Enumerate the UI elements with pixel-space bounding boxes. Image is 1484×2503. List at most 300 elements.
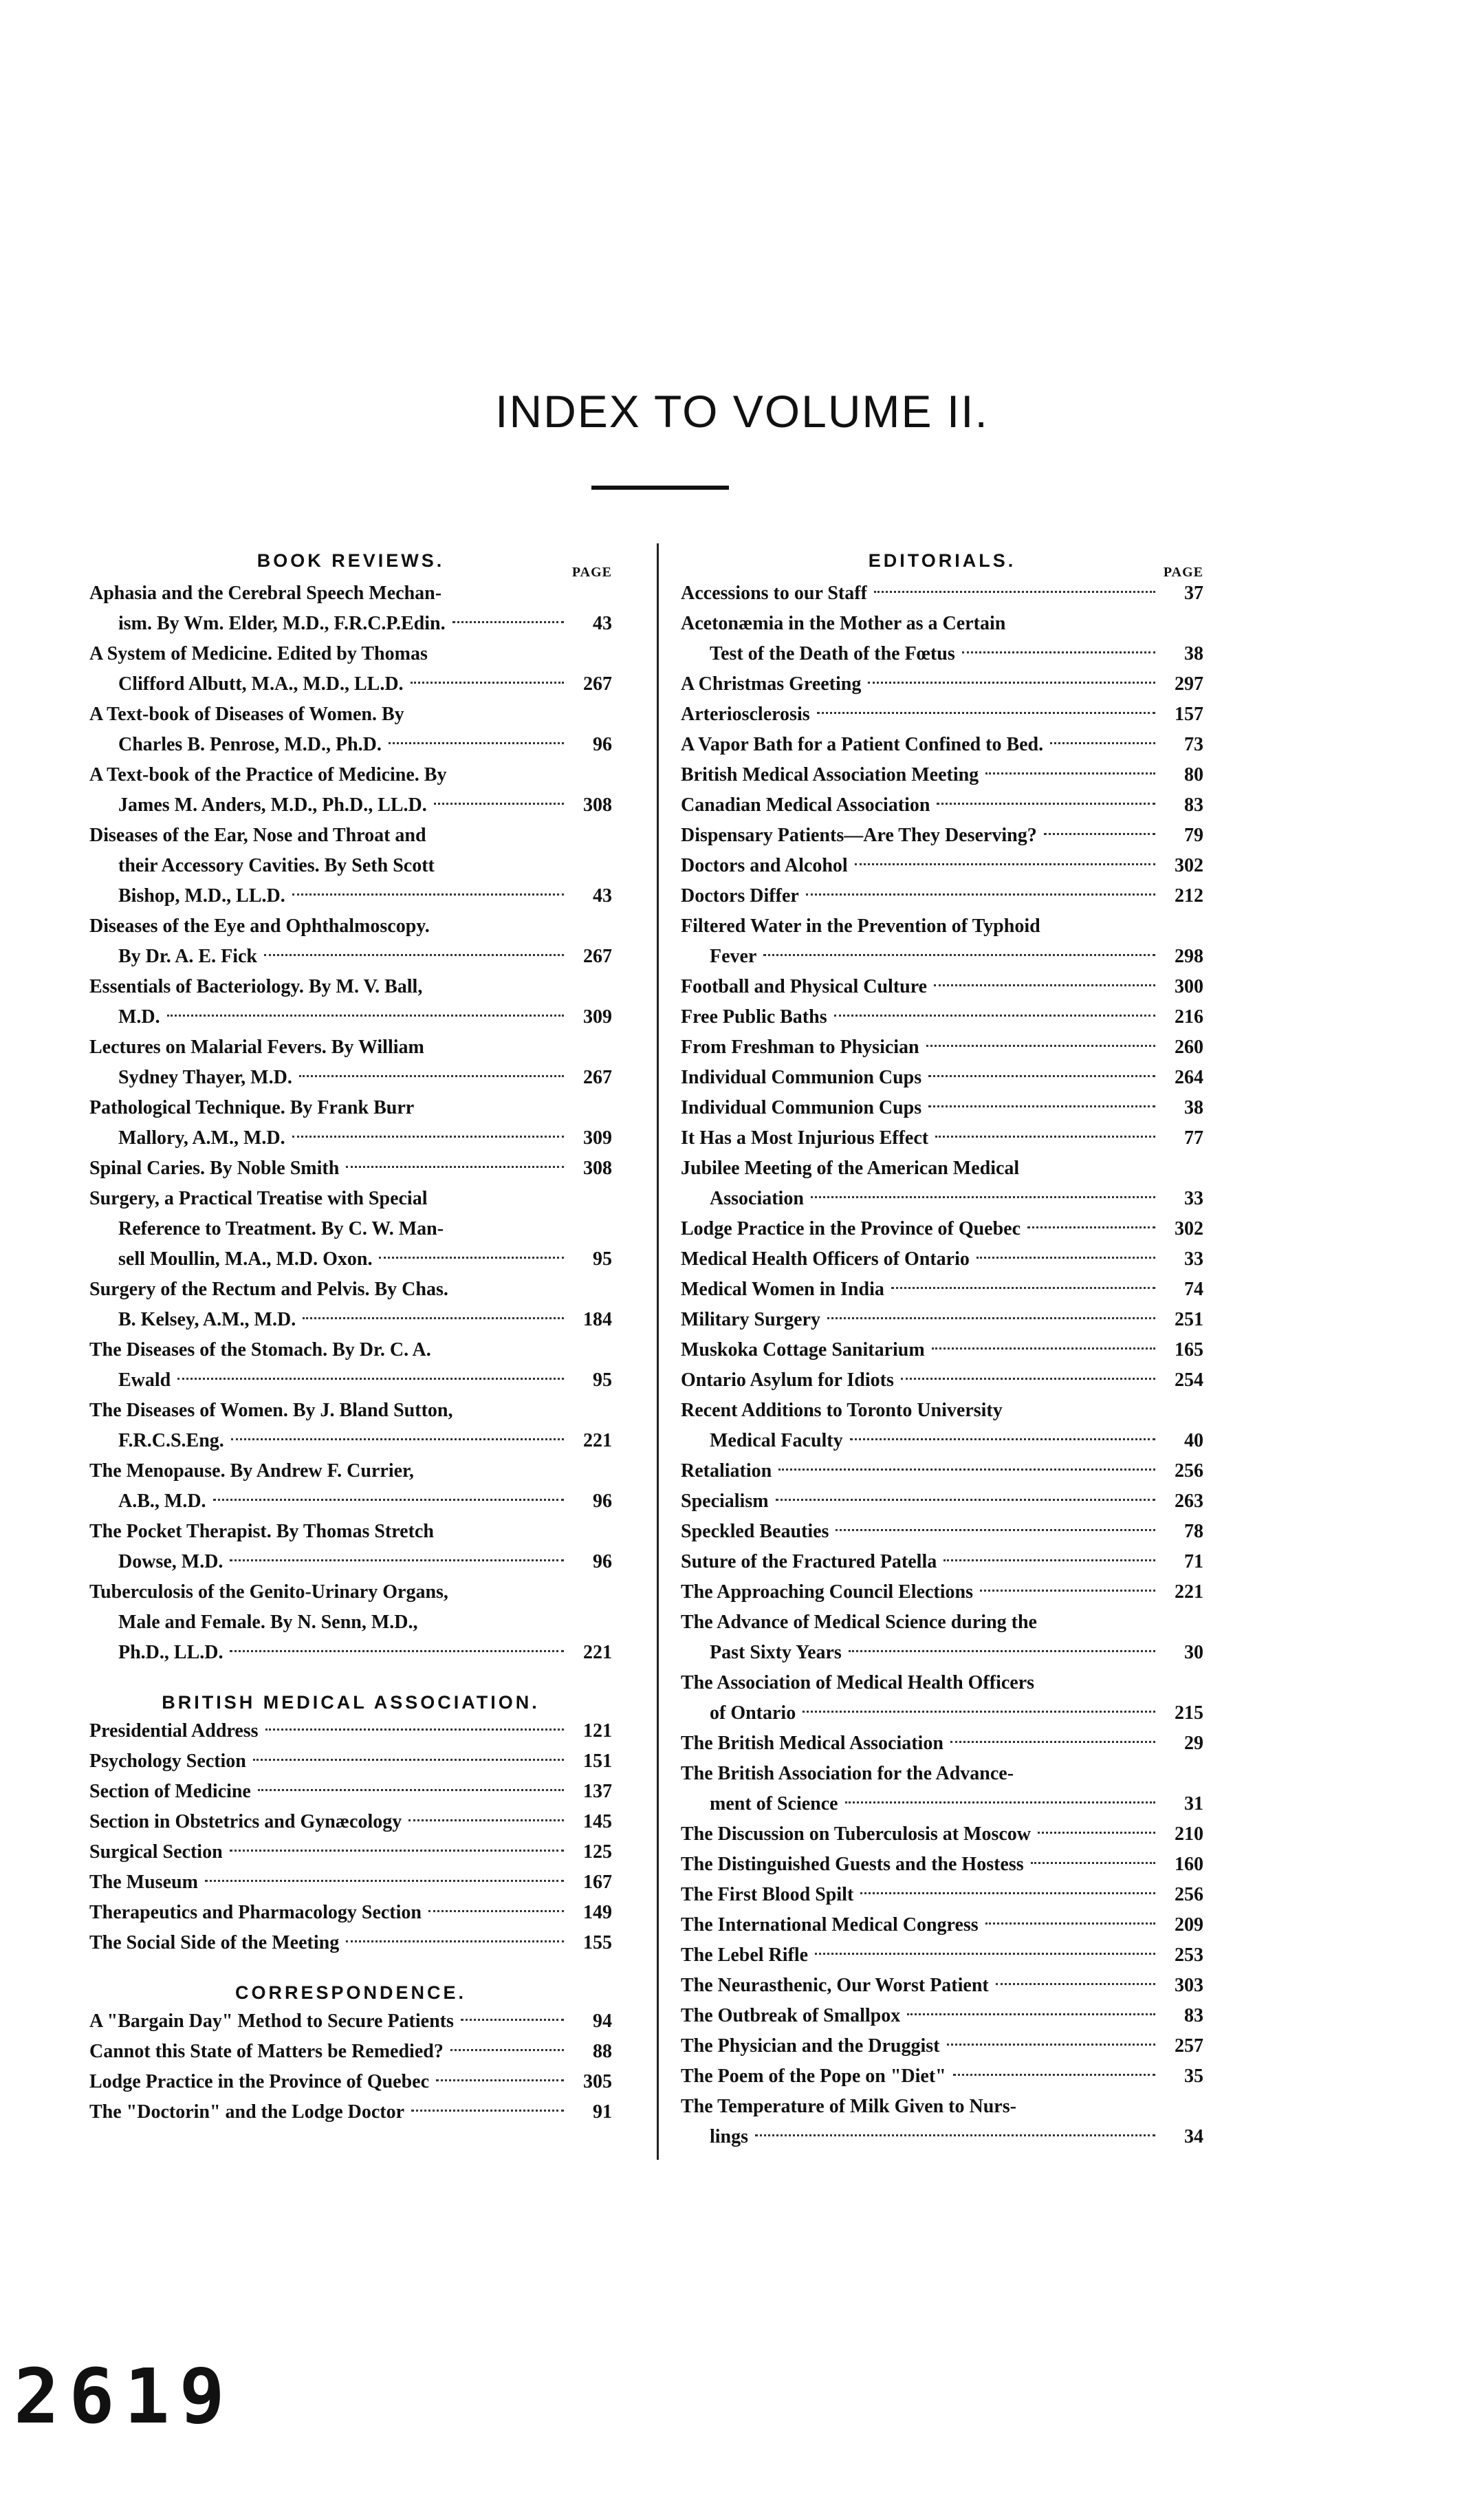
dot-leader	[177, 1378, 564, 1380]
dot-leader	[763, 954, 1155, 956]
entry-title-line: The "Doctorin" and the Lodge Doctor	[89, 2101, 405, 2123]
entry-title-line: Accessions to our Staff	[681, 583, 867, 604]
entry-title-line: The Poem of the Pope on "Diet"	[681, 2066, 946, 2087]
entry-page-number: 73	[1184, 734, 1203, 755]
index-entry	[89, 1456, 612, 1517]
entry-title-line: The Menopause. By Andrew F. Currier,	[89, 1460, 414, 1482]
dot-leader	[450, 2049, 564, 2051]
entry-title-line: The Diseases of Women. By J. Bland Sutton,	[89, 1400, 453, 1421]
index-entry	[681, 700, 1203, 730]
entry-title-line: The Outbreak of Smallpox	[681, 2005, 901, 2026]
entry-title-line: Free Public Baths	[681, 1006, 827, 1028]
dot-leader	[849, 1650, 1155, 1652]
entry-title-line: A "Bargain Day" Method to Secure Patients	[89, 2011, 454, 2032]
dot-leader	[943, 1559, 1155, 1561]
entry-page-number: 71	[1184, 1551, 1203, 1572]
dot-leader	[803, 1711, 1155, 1713]
entry-title-line: Tuberculosis of the Genito-Urinary Organs,	[89, 1581, 448, 1603]
index-entry	[681, 1607, 1203, 1668]
entry-title-line: The Approaching Council Elections	[681, 1581, 974, 1603]
entry-page-number: 251	[1175, 1309, 1203, 1330]
dot-leader	[934, 984, 1155, 986]
dot-leader	[855, 863, 1155, 865]
entry-page-number: 137	[583, 1781, 612, 1802]
entry-page-number: 267	[583, 673, 612, 695]
entry-title-line: Doctors Differ	[681, 885, 799, 907]
entry-page-number: 79	[1184, 825, 1203, 846]
entry-title-line: Past Sixty Years	[710, 1642, 842, 1663]
index-entry	[681, 851, 1203, 881]
index-entry	[681, 1547, 1203, 1577]
index-entry	[681, 1880, 1203, 1910]
entry-title-line: The Neurasthenic, Our Worst Patient	[681, 1975, 989, 1996]
entry-title-line: Essentials of Bacteriology. By M. V. Ball,	[89, 976, 423, 997]
index-entry	[681, 790, 1203, 821]
dot-leader	[860, 1892, 1155, 1894]
entry-page-number: 95	[593, 1369, 612, 1391]
entry-title-line: The Physician and the Druggist	[681, 2035, 940, 2057]
entry-page-number: 91	[593, 2101, 612, 2123]
entry-title-line: Male and Female. By N. Senn, M.D.,	[118, 1612, 418, 1633]
entry-title-line: Test of the Death of the Fœtus	[710, 643, 955, 664]
entry-title-line: Jubilee Meeting of the American Medical	[681, 1158, 1020, 1179]
entry-title-line: Canadian Medical Association	[681, 794, 930, 816]
entry-page-number: 94	[593, 2011, 612, 2032]
entry-page-number: 30	[1184, 1642, 1203, 1663]
title-rule	[591, 486, 729, 490]
right-column	[681, 547, 1203, 2152]
dot-leader	[935, 1136, 1155, 1138]
entry-page-number: 29	[1184, 1733, 1203, 1754]
entry-page-number: 33	[1184, 1248, 1203, 1270]
entry-title-line: By Dr. A. E. Fick	[118, 946, 257, 967]
index-entry	[681, 881, 1203, 911]
page-column-label: PAGE	[1163, 565, 1203, 580]
index-entry	[89, 760, 612, 821]
handwritten-note: 2619	[14, 2352, 234, 2440]
index-entry	[681, 2001, 1203, 2031]
entry-title-line: Medical Women in India	[681, 1279, 884, 1300]
index-entry	[681, 972, 1203, 1002]
dot-leader	[962, 651, 1155, 653]
entry-title-line: Therapeutics and Pharmacology Section	[89, 1902, 422, 1923]
entry-page-number: 83	[1184, 2005, 1203, 2026]
entry-title-line: The Diseases of the Stomach. By Dr. C. A.	[89, 1339, 431, 1361]
entry-title-line: Dispensary Patients—Are They Deserving?	[681, 825, 1037, 846]
entry-title-line: Acetonæmia in the Mother as a Certain	[681, 613, 1006, 634]
entry-title-line: Muskoka Cottage Sanitarium	[681, 1339, 925, 1361]
entry-title-line: Fever	[710, 946, 757, 967]
entry-title-line: Spinal Caries. By Noble Smith	[89, 1158, 340, 1179]
entry-title-line: The Association of Medical Health Officers	[681, 1672, 1035, 1693]
index-entry	[681, 1456, 1203, 1486]
entry-title-line: Diseases of the Ear, Nose and Throat and	[89, 825, 426, 846]
dot-leader	[264, 954, 564, 956]
entry-title-line: A Text-book of Diseases of Women. By	[89, 704, 404, 725]
index-entry	[89, 1093, 612, 1153]
entry-page-number: 33	[1184, 1188, 1203, 1209]
section-heading-british-medical-association: BRITISH MEDICAL ASSOCIATION.	[162, 1692, 540, 1713]
entry-page-number: 157	[1175, 704, 1203, 725]
index-entry	[89, 821, 612, 911]
entry-title-line: The Distinguished Guests and the Hostess	[681, 1854, 1024, 1875]
entry-title-line: Individual Communion Cups	[681, 1097, 922, 1118]
index-entry	[681, 669, 1203, 700]
index-entry	[89, 1716, 612, 1746]
index-entry	[89, 1777, 612, 1807]
index-entry	[681, 1275, 1203, 1305]
column-divider	[657, 543, 659, 2160]
dot-leader	[1031, 1862, 1155, 1864]
index-entry	[681, 2092, 1203, 2152]
entry-title-line: Surgery, a Practical Treatise with Special	[89, 1188, 428, 1209]
entry-page-number: 160	[1175, 1854, 1203, 1875]
index-entry	[89, 1746, 612, 1777]
dot-leader	[436, 2079, 564, 2081]
dot-leader	[167, 1015, 564, 1017]
entry-title-line: Specialism	[681, 1491, 769, 1512]
page-title: INDEX TO VOLUME II.	[495, 386, 989, 437]
index-entry	[681, 1244, 1203, 1275]
index-entry	[681, 1305, 1203, 1335]
entry-title-line: The International Medical Congress	[681, 1914, 979, 1936]
dot-leader	[932, 1347, 1155, 1350]
entry-page-number: 256	[1175, 1884, 1203, 1905]
entry-title-line: The British Association for the Advance-	[681, 1763, 1014, 1784]
entry-page-number: 31	[1184, 1793, 1203, 1814]
entry-page-number: 77	[1184, 1127, 1203, 1149]
entry-title-line: British Medical Association Meeting	[681, 764, 979, 785]
entry-page-number: 210	[1175, 1823, 1203, 1845]
index-entry	[89, 911, 612, 972]
entry-title-line: A System of Medicine. Edited by Thomas	[89, 643, 428, 664]
dot-leader	[205, 1880, 564, 1882]
entry-page-number: 155	[583, 1932, 612, 1953]
entry-page-number: 302	[1175, 855, 1203, 876]
dot-leader	[452, 621, 564, 623]
entry-page-number: 96	[593, 1491, 612, 1512]
index-entry	[89, 1867, 612, 1898]
index-entry	[681, 2061, 1203, 2092]
index-entry	[681, 1063, 1203, 1093]
index-entry	[681, 1819, 1203, 1850]
index-entry	[681, 578, 1203, 609]
index-entry	[89, 1153, 612, 1184]
dot-leader	[834, 1015, 1155, 1017]
entry-title-line: Lectures on Malarial Fevers. By William	[89, 1037, 424, 1058]
dot-leader	[827, 1317, 1155, 1319]
dot-leader	[980, 1590, 1155, 1592]
index-entry	[89, 1577, 612, 1668]
entry-page-number: 308	[583, 794, 612, 816]
index-entry	[681, 2031, 1203, 2061]
dot-leader	[947, 2044, 1156, 2046]
dot-leader	[926, 1045, 1155, 1047]
dot-leader	[907, 2013, 1155, 2015]
entry-title-line: The Museum	[89, 1872, 198, 1893]
entry-title-line: The British Medical Association	[681, 1733, 943, 1754]
index-entry	[681, 1335, 1203, 1365]
dot-leader	[976, 1257, 1155, 1259]
dot-leader	[817, 712, 1155, 714]
entry-title-line: Surgery of the Rectum and Pelvis. By Chas.	[89, 1279, 448, 1300]
entry-page-number: 121	[583, 1720, 612, 1742]
dot-leader	[845, 1801, 1155, 1803]
dot-leader	[299, 1075, 564, 1077]
entry-title-line: Cannot this State of Matters be Remedied?	[89, 2041, 444, 2062]
index-entry	[681, 911, 1203, 972]
index-entry	[681, 1577, 1203, 1607]
dot-leader	[411, 2110, 564, 2112]
dot-leader	[230, 1850, 564, 1852]
entry-title-line: Association	[710, 1188, 804, 1209]
entry-title-line: The Temperature of Milk Given to Nurs-	[681, 2096, 1016, 2117]
index-entry	[89, 1032, 612, 1093]
index-entry	[89, 1184, 612, 1275]
index-entry	[681, 1093, 1203, 1123]
index-entry	[681, 1123, 1203, 1153]
entry-title-line: Bishop, M.D., LL.D.	[118, 885, 285, 907]
dot-leader	[985, 772, 1155, 774]
index-entry	[681, 1850, 1203, 1880]
entry-page-number: 151	[583, 1751, 612, 1772]
entry-page-number: 309	[583, 1006, 612, 1028]
index-entry	[89, 1396, 612, 1456]
entry-title-line: From Freshman to Physician	[681, 1037, 919, 1058]
index-entry	[681, 1002, 1203, 1032]
entry-page-number: 264	[1175, 1067, 1203, 1088]
entry-page-number: 221	[583, 1642, 612, 1663]
entry-title-line: Doctors and Alcohol	[681, 855, 848, 876]
entry-title-line: A.B., M.D.	[118, 1491, 206, 1512]
index-entry	[89, 578, 612, 639]
section-heading-correspondence: CORRESPONDENCE.	[234, 1982, 467, 2003]
entry-title-line: Filtered Water in the Prevention of Typhoid	[681, 915, 1040, 937]
dot-leader	[778, 1469, 1155, 1471]
index-entry	[681, 1668, 1203, 1729]
entry-title-line: Lodge Practice in the Province of Quebec	[681, 1218, 1021, 1239]
entry-title-line: The Lebel Rifle	[681, 1944, 809, 1966]
entry-title-line: Reference to Treatment. By C. W. Man-	[118, 1218, 444, 1239]
dot-leader	[346, 1940, 564, 1942]
entry-page-number: 88	[593, 2041, 612, 2062]
dot-leader	[408, 1819, 564, 1821]
entry-page-number: 165	[1175, 1339, 1203, 1361]
entry-page-number: 167	[583, 1872, 612, 1893]
entry-title-line: Diseases of the Eye and Ophthalmoscopy.	[89, 915, 430, 937]
index-entry	[681, 1517, 1203, 1547]
dot-leader	[850, 1438, 1155, 1440]
entry-page-number: 95	[593, 1248, 612, 1270]
dot-leader	[1038, 1832, 1155, 1834]
dot-leader	[996, 1983, 1155, 1985]
entry-title-line: Arteriosclerosis	[681, 704, 810, 725]
entry-page-number: 267	[583, 946, 612, 967]
entry-page-number: 35	[1184, 2066, 1203, 2087]
index-entry	[681, 1971, 1203, 2001]
entry-title-line: Charles B. Penrose, M.D., Ph.D.	[118, 734, 382, 755]
page-column-label: PAGE	[571, 565, 612, 580]
entry-title-line: of Ontario	[710, 1702, 796, 1724]
dot-leader	[928, 1105, 1155, 1107]
section-heading-book-reviews: BOOK REVIEWS.	[257, 550, 445, 571]
index-entry	[681, 1214, 1203, 1244]
dot-leader	[1027, 1226, 1155, 1228]
dot-leader	[292, 1136, 564, 1138]
dot-leader	[1044, 833, 1155, 835]
entry-title-line: Sydney Thayer, M.D.	[118, 1067, 292, 1088]
entry-title-line: Dowse, M.D.	[118, 1551, 223, 1572]
dot-leader	[891, 1287, 1155, 1289]
entry-title-line: Clifford Albutt, M.A., M.D., LL.D.	[118, 673, 404, 695]
dot-leader	[836, 1529, 1155, 1531]
entry-page-number: 83	[1184, 794, 1203, 816]
entry-page-number: 145	[583, 1811, 612, 1832]
index-entry	[89, 2037, 612, 2067]
entry-page-number: 308	[583, 1158, 612, 1179]
entry-page-number: 40	[1184, 1430, 1203, 1451]
entry-page-number: 125	[583, 1841, 612, 1863]
index-entry	[681, 1365, 1203, 1396]
entry-page-number: 80	[1184, 764, 1203, 785]
index-entry	[681, 1759, 1203, 1819]
dot-leader	[258, 1789, 564, 1791]
entry-title-line: A Vapor Bath for a Patient Confined to Bed.	[681, 734, 1044, 755]
entry-page-number: 215	[1175, 1702, 1203, 1724]
entry-title-line: Pathological Technique. By Frank Burr	[89, 1097, 415, 1118]
index-entry	[89, 972, 612, 1032]
entry-page-number: 260	[1175, 1037, 1203, 1058]
entry-title-line: A Christmas Greeting	[681, 673, 862, 695]
index-entry	[681, 760, 1203, 790]
dot-leader	[1050, 742, 1155, 744]
index-entry	[89, 2067, 612, 2097]
index-entry	[681, 1396, 1203, 1456]
entry-title-line: The Pocket Therapist. By Thomas Stretch	[89, 1521, 434, 1542]
dot-leader	[230, 1650, 564, 1652]
index-entry	[89, 2006, 612, 2037]
entry-title-line: The Social Side of the Meeting	[89, 1932, 340, 1953]
section-heading-editorials: EDITORIALS.	[868, 550, 1016, 571]
entry-page-number: 253	[1175, 1944, 1203, 1966]
entry-page-number: 221	[1175, 1581, 1203, 1603]
dot-leader	[389, 742, 564, 744]
entry-title-line: Presidential Address	[89, 1720, 259, 1742]
index-entry	[89, 2097, 612, 2127]
dot-leader	[230, 1559, 564, 1561]
entry-page-number: 38	[1184, 643, 1203, 664]
entry-page-number: 267	[583, 1067, 612, 1088]
entry-title-line: Medical Health Officers of Ontario	[681, 1248, 970, 1270]
dot-leader	[901, 1378, 1155, 1380]
dot-leader	[379, 1257, 564, 1259]
dot-leader	[265, 1729, 564, 1731]
entry-page-number: 37	[1184, 583, 1203, 604]
entry-page-number: 302	[1175, 1218, 1203, 1239]
entry-page-number: 78	[1184, 1521, 1203, 1542]
entry-title-line: Lodge Practice in the Province of Quebec	[89, 2071, 430, 2092]
entry-page-number: 34	[1184, 2126, 1203, 2147]
index-entry	[681, 730, 1203, 760]
entry-title-line: Surgical Section	[89, 1841, 223, 1863]
dot-leader	[461, 2019, 564, 2021]
entry-title-line: M.D.	[118, 1006, 160, 1028]
index-entry	[89, 700, 612, 760]
entry-page-number: 263	[1175, 1491, 1203, 1512]
entry-title-line: A Text-book of the Practice of Medicine. By	[89, 764, 447, 785]
entry-title-line: Football and Physical Culture	[681, 976, 928, 997]
index-entry	[89, 1335, 612, 1396]
entry-page-number: 216	[1175, 1006, 1203, 1028]
index-entry	[681, 1940, 1203, 1971]
entry-title-line: Speckled Beauties	[681, 1521, 829, 1542]
entry-page-number: 300	[1175, 976, 1203, 997]
index-entry	[89, 1517, 612, 1577]
dot-leader	[253, 1759, 564, 1761]
dot-leader	[950, 1741, 1155, 1743]
index-entry	[681, 1486, 1203, 1517]
index-entry	[681, 1729, 1203, 1759]
entry-page-number: 305	[583, 2071, 612, 2092]
entry-page-number: 309	[583, 1127, 612, 1149]
dot-leader	[806, 893, 1155, 896]
entry-page-number: 149	[583, 1902, 612, 1923]
index-entry	[681, 1910, 1203, 1940]
left-column	[89, 547, 612, 2127]
entry-title-line: B. Kelsey, A.M., M.D.	[118, 1309, 296, 1330]
entry-title-line: James M. Anders, M.D., Ph.D., LL.D.	[118, 794, 427, 816]
entry-title-line: lings	[710, 2126, 749, 2147]
dot-leader	[213, 1499, 564, 1501]
entry-page-number: 74	[1184, 1279, 1203, 1300]
entry-title-line: their Accessory Cavities. By Seth Scott	[118, 855, 435, 876]
entry-title-line: Recent Additions to Toronto University	[681, 1400, 1003, 1421]
entry-page-number: 256	[1175, 1460, 1203, 1482]
dot-leader	[231, 1438, 564, 1440]
entry-page-number: 43	[593, 885, 612, 907]
entry-title-line: The Discussion on Tuberculosis at Moscow	[681, 1823, 1032, 1845]
dot-leader	[411, 682, 564, 684]
entry-page-number: 303	[1175, 1975, 1203, 1996]
dot-leader	[434, 803, 564, 805]
index-entry	[89, 1807, 612, 1837]
entry-title-line: F.R.C.S.Eng.	[118, 1430, 224, 1451]
index-entry	[89, 1275, 612, 1335]
dot-leader	[303, 1317, 564, 1319]
entry-title-line: Ontario Asylum for Idiots	[681, 1369, 894, 1391]
index-entry	[681, 609, 1203, 669]
entry-title-line: Military Surgery	[681, 1309, 820, 1330]
entry-page-number: 96	[593, 734, 612, 755]
entry-title-line: It Has a Most Injurious Effect	[681, 1127, 929, 1149]
entry-page-number: 298	[1175, 946, 1203, 967]
dot-leader	[811, 1196, 1155, 1198]
dot-leader	[953, 2074, 1155, 2076]
entry-title-line: Psychology Section	[89, 1751, 246, 1772]
dot-leader	[428, 1910, 564, 1912]
entry-title-line: sell Moullin, M.A., M.D. Oxon.	[118, 1248, 373, 1270]
entry-title-line: ment of Science	[710, 1793, 838, 1814]
dot-leader	[937, 803, 1155, 805]
entry-title-line: The Advance of Medical Science during the	[681, 1612, 1037, 1633]
entry-title-line: Retaliation	[681, 1460, 772, 1482]
entry-title-line: The First Blood Spilt	[681, 1884, 854, 1905]
index-entry	[681, 821, 1203, 851]
dot-leader	[776, 1499, 1155, 1501]
dot-leader	[868, 682, 1155, 684]
dot-leader	[985, 1922, 1155, 1925]
dot-leader	[815, 1953, 1155, 1955]
